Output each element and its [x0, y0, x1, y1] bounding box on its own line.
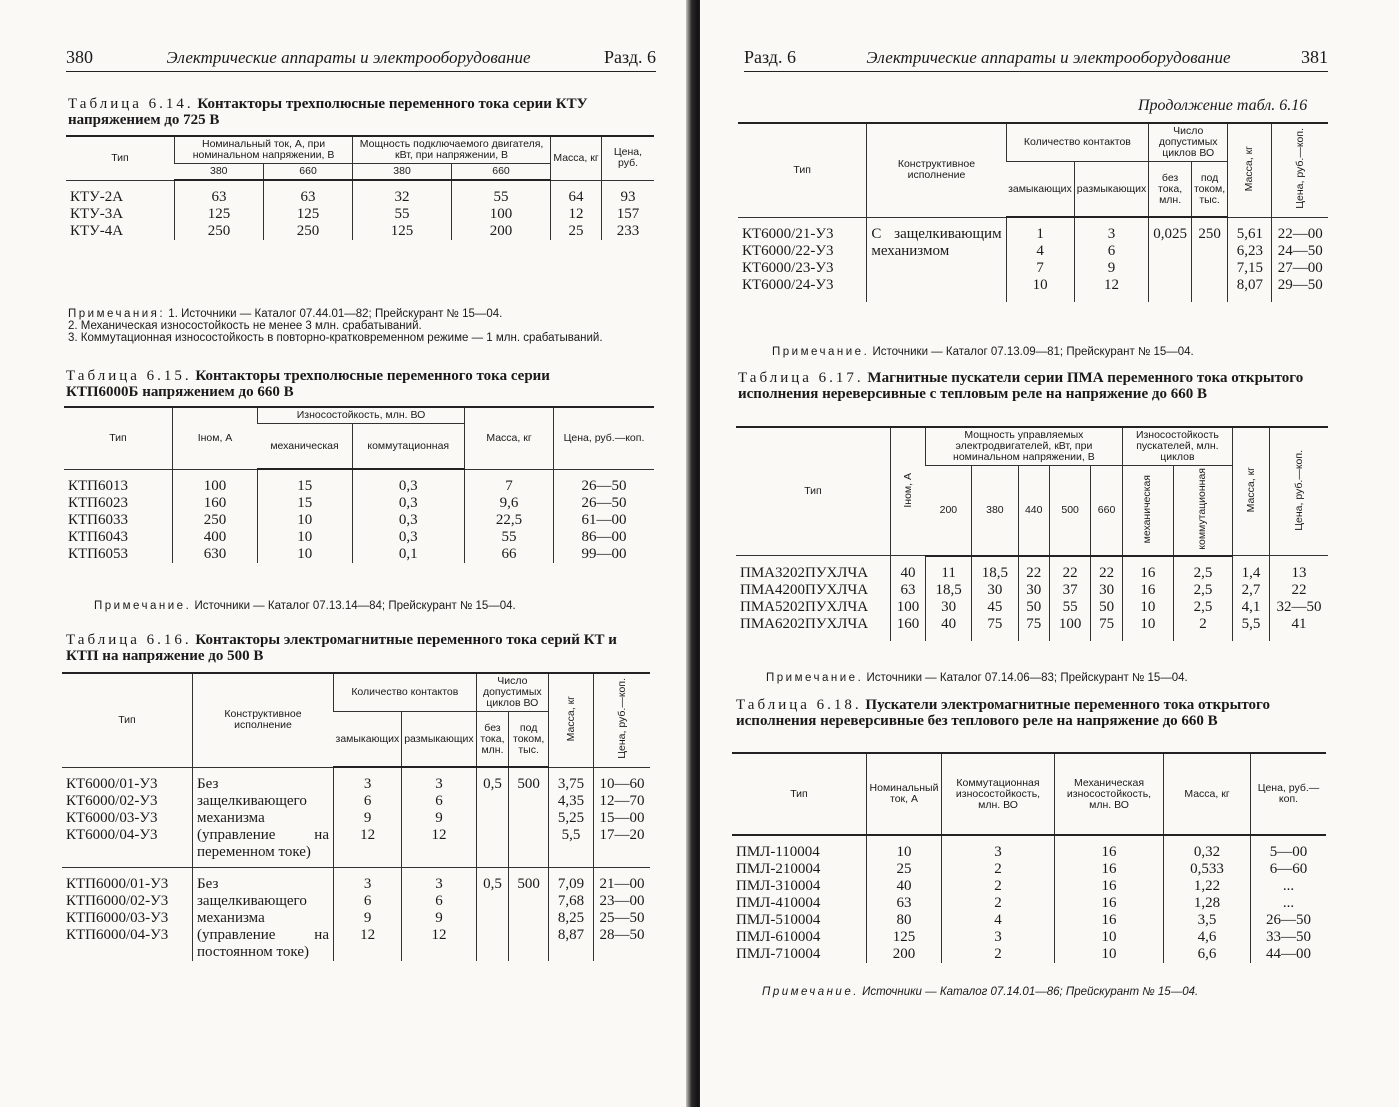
table-6-14-caption [68, 96, 658, 128]
cell-mech: 16 16 10 10 [1122, 565, 1173, 633]
continued-label: Продолжение табл. 6.16 [1138, 97, 1308, 114]
table-title: Контакторы трехполюсные переменного тока серии КТП6000Б напряжением до 660 В [66, 368, 550, 400]
header-380: 380 [175, 164, 264, 181]
cell-mech: 16 16 16 16 16 10 10 [1055, 844, 1164, 963]
table-row [62, 876, 650, 961]
header-mass: Масса, кг [549, 673, 594, 767]
table-6-17 [736, 426, 1328, 641]
cell-price: 13 22 32—50 41 [1270, 565, 1329, 633]
cell-design: Без защелкивающего механизма (управление на постоянном токе) [193, 876, 334, 961]
header-contacts: Количество контактов [1006, 123, 1149, 162]
notes-label: Примечания: [68, 308, 166, 320]
table-title: Контакторы электромагнитные переменного тока серий КТ и КТП на напряжение до 500 В [66, 632, 617, 664]
table-label: Таблица 6.17. [738, 370, 864, 386]
table-title: Пускатели электромагнитные переменного тока открытого исполнения нереверсивные без теплового реле на напряжение до 660 В [736, 697, 1270, 729]
header-type: Тип [64, 407, 173, 469]
header-type: Тип [736, 427, 891, 556]
header-price: Цена, руб.—коп. [594, 673, 651, 767]
cell-mass: 7 9,6 22,5 55 66 [465, 478, 554, 563]
header-comm: Коммутационная износостойкость, млн. ВО [942, 753, 1055, 835]
cell-660: 22 30 50 75 [1091, 565, 1123, 633]
cell-mass: 3,75 4,35 5,25 5,5 [549, 776, 594, 868]
note-label: Примечание. [94, 600, 192, 612]
header-380: 380 [972, 466, 1018, 556]
table-label: Таблица 6.14. [68, 96, 194, 112]
header-mass: Масса, кг [465, 407, 554, 469]
header-mass: Масса, кг [551, 136, 602, 180]
cell-current: 500 [509, 876, 549, 961]
cell-type: КТП6013 КТП6023 КТП6033 КТП6043 КТП6053 [68, 478, 128, 562]
header-type: Тип [62, 673, 193, 767]
cell-p380: 32 55 125 [353, 189, 452, 240]
header-current: под током, тыс. [1191, 162, 1227, 218]
note-label: Примечание. [766, 672, 864, 684]
cell-nocurrent: 0,5 [476, 876, 509, 961]
cell-type: ПМЛ-110004 ПМЛ-210004 ПМЛ-310004 ПМЛ-410004 ПМЛ-510004 ПМЛ-610004 ПМЛ-710004 [736, 844, 821, 962]
cell-500: 22 37 55 100 [1049, 565, 1090, 633]
note-text: Источники — Каталог 07.13.09—81; Прейскурант № 15—04. [872, 346, 1194, 358]
cell-mass: 1,4 2,7 4,1 5,5 [1233, 565, 1270, 633]
header-mech: механическая [1122, 466, 1173, 556]
running-title: Электрические аппараты и электрооборудование [866, 48, 1231, 67]
table-title: Магнитные пускатели серии ПМА переменного тока открытого исполнения нереверсивные с тепловым реле на напряжение до 660 В [738, 370, 1304, 402]
table-6-18-caption [736, 697, 1328, 729]
header-mech: Механическая износостойкость, млн. ВО [1055, 753, 1164, 835]
cell-comm: 2,5 2,5 2,5 2 [1173, 565, 1232, 633]
section-label: Разд. 6 [744, 47, 796, 67]
cell-mass: 7,09 7,68 8,25 8,87 [549, 876, 594, 961]
note-1: 1. Источники — Каталог 07.44.01—82; Прейскурант № 15—04. [168, 308, 503, 320]
header-price: Цена, руб. [602, 136, 655, 180]
table-6-15-note [94, 600, 654, 612]
header-500: 500 [1049, 466, 1090, 556]
cell-200: 11 18,5 30 40 [926, 565, 972, 633]
cell-nom: 10 25 40 63 80 125 200 [867, 844, 942, 963]
header-wear: Износостойкость, млн. ВО [258, 407, 465, 424]
table-6-16-part-2 [738, 122, 1328, 302]
header-price: Цена, руб.—коп. [554, 407, 655, 469]
header-mech: механическая [258, 424, 353, 470]
cell-current: 250 [1191, 226, 1227, 294]
header-price: Цена, руб.—коп. [1272, 123, 1328, 217]
table-6-18-note [762, 986, 1328, 998]
right-page [700, 0, 1399, 1107]
header-close: замыкающих [1006, 162, 1074, 218]
cell-design: Без защелкивающего механизма (управление на переменном токе) [193, 776, 334, 868]
table-6-18 [732, 752, 1326, 963]
header-660: 660 [264, 164, 353, 181]
cell-type: ПМА3202ПУХЛЧА ПМА4200ПУХЛЧА ПМА5202ПУХЛЧА ПМА6202ПУХЛЧА [740, 564, 869, 632]
cell-price: 21—00 23—00 25—50 28—50 [594, 876, 651, 961]
left-page [0, 0, 690, 1107]
cell-mass: 64 12 25 [551, 189, 602, 240]
table-row [64, 478, 654, 563]
table-6-14 [66, 135, 654, 240]
header-nocurrent: без тока, млн. [1149, 162, 1192, 218]
table-row [66, 189, 654, 240]
header-mass: Масса, кг [1233, 427, 1270, 556]
header-design: Конструктивное исполнение [867, 123, 1006, 217]
header-cycles: Число допустимых циклов ВО [1149, 123, 1228, 162]
header-close: замыкающих [334, 712, 402, 768]
cell-comm: 3 2 2 2 4 3 2 [942, 844, 1055, 963]
note-3: 3. Коммутационная износостойкость в повторно-кратковременном режиме — 1 млн. срабатываний. [68, 332, 603, 344]
note-text: Источники — Каталог 07.14.01—86; Прейскурант № 15—04. [862, 986, 1199, 998]
cell-inom: 100 160 250 400 630 [173, 478, 258, 563]
cell-open: 3 6 9 12 [1074, 226, 1148, 294]
table-6-17-note [766, 672, 1328, 684]
cell-i380: 63 125 250 [175, 189, 264, 240]
header-price: Цена, руб.—коп. [1270, 427, 1329, 556]
table-label: Таблица 6.16. [66, 632, 192, 648]
cell-mech: 15 15 10 10 10 [258, 478, 353, 563]
header-open: размыкающих [402, 712, 476, 768]
table-6-14-notes [68, 308, 656, 344]
table-title: Контакторы трехполюсные переменного тока серии КТУ напряжением до 725 В [68, 96, 588, 128]
header-type: Тип [738, 123, 867, 217]
cell-current: 500 [509, 776, 549, 868]
table-label: Таблица 6.18. [736, 697, 862, 713]
running-title: Электрические аппараты и электрооборудование [166, 48, 531, 67]
note-text: Источники — Каталог 07.14.06—83; Прейскурант № 15—04. [866, 672, 1188, 684]
cell-type: КТУ-2А КТУ-3А КТУ-4А [70, 189, 124, 239]
cell-design: С защелкивающим механизмом [867, 226, 1006, 294]
section-label: Разд. 6 [604, 47, 656, 67]
header-power: Мощность управляемых электродвигателей, кВт, при номинальном напряжении, В [926, 427, 1123, 466]
cell-p660: 55 100 200 [452, 189, 551, 240]
cell-nocurrent: 0,025 [1149, 226, 1192, 294]
cell-price: 22—00 24—50 27—00 29—50 [1272, 226, 1328, 294]
note-label: Примечание. [762, 986, 859, 998]
header-660: 660 [452, 164, 551, 181]
header-nom: Номинальный ток, А [867, 753, 942, 835]
running-header-left [66, 40, 656, 72]
table-row [738, 226, 1328, 294]
cell-close: 3 6 9 12 [334, 876, 402, 961]
header-open: размыкающих [1074, 162, 1148, 218]
cell-type: КТ6000/01-У3 КТ6000/02-У3 КТ6000/03-У3 КТ6000/04-У3 [66, 776, 158, 843]
cell-price: 26—50 26—50 61—00 86—00 99—00 [554, 478, 655, 563]
cell-mass: 0,32 0,533 1,22 1,28 3,5 4,6 6,6 [1164, 844, 1251, 963]
table-6-17-caption [738, 370, 1328, 402]
cell-440: 22 30 50 75 [1018, 565, 1049, 633]
header-current: Номинальный ток, А, при номинальном напряжении, В [175, 136, 353, 164]
header-380: 380 [353, 164, 452, 181]
table-label: Таблица 6.15. [66, 368, 192, 384]
header-type: Тип [66, 136, 175, 180]
header-inom: Iном, А [891, 427, 926, 556]
header-current: под током, тыс. [509, 712, 549, 768]
cell-open: 3 6 9 12 [402, 776, 476, 868]
cell-close: 3 6 9 12 [334, 776, 402, 868]
header-power: Мощность подключаемого двигателя, кВт, при напряжении, В [353, 136, 551, 164]
cell-mass: 5,61 6,23 7,15 8,07 [1228, 226, 1272, 294]
table-6-15 [64, 406, 654, 563]
running-header-right [744, 40, 1328, 72]
cell-380: 18,5 30 45 75 [972, 565, 1018, 633]
header-design: Конструктивное исполнение [193, 673, 334, 767]
cell-price: 93 157 233 [602, 189, 655, 240]
note-2: 2. Механическая износостойкость не менее 3 млн. срабатываний. [68, 320, 422, 332]
cell-comm: 0,3 0,3 0,3 0,3 0,1 [352, 478, 465, 563]
header-contacts: Количество контактов [334, 673, 477, 712]
header-mass: Масса, кг [1164, 753, 1251, 835]
table-6-16-note [772, 346, 1328, 358]
header-comm: коммутационная [352, 424, 465, 470]
header-mass: Масса, кг [1228, 123, 1272, 217]
table-row [732, 844, 1326, 963]
table-row [736, 565, 1328, 633]
header-price: Цена, руб.—коп. [1251, 753, 1327, 835]
header-comm: коммутационная [1173, 466, 1232, 556]
cell-type: КТП6000/01-У3 КТП6000/02-У3 КТП6000/03-У3 КТП6000/04-У3 [66, 876, 169, 943]
header-wear: Износостойкость пускателей, млн. циклов [1122, 427, 1232, 466]
table-row [62, 776, 650, 868]
note-text: Источники — Каталог 07.13.14—84; Прейскурант № 15—04. [194, 600, 516, 612]
header-cycles: Число допустимых циклов ВО [476, 673, 548, 712]
header-nocurrent: без тока, млн. [476, 712, 509, 768]
cell-open: 3 6 9 12 [402, 876, 476, 961]
cell-price: 5—00 6—60 ... ... 26—50 33—50 44—00 [1251, 844, 1327, 963]
header-200: 200 [926, 466, 972, 556]
table-6-16-part-1 [62, 672, 650, 961]
header-type: Тип [732, 753, 867, 835]
cell-inom: 40 63 100 160 [891, 565, 926, 633]
cell-type: КТ6000/21-У3 КТ6000/22-У3 КТ6000/23-У3 КТ6000/24-У3 [742, 226, 834, 293]
page-number: 380 [66, 47, 93, 67]
page-number: 381 [1300, 47, 1328, 67]
header-inom: Iном, А [173, 407, 258, 469]
cell-price: 10—60 12—70 15—00 17—20 [594, 776, 651, 868]
table-6-15-caption [66, 368, 606, 400]
cell-nocurrent: 0,5 [476, 776, 509, 868]
cell-i660: 63 125 250 [264, 189, 353, 240]
header-440: 440 [1018, 466, 1049, 556]
note-label: Примечание. [772, 346, 870, 358]
cell-close: 1 4 7 10 [1006, 226, 1074, 294]
header-660: 660 [1091, 466, 1123, 556]
table-6-16-caption [66, 632, 626, 664]
